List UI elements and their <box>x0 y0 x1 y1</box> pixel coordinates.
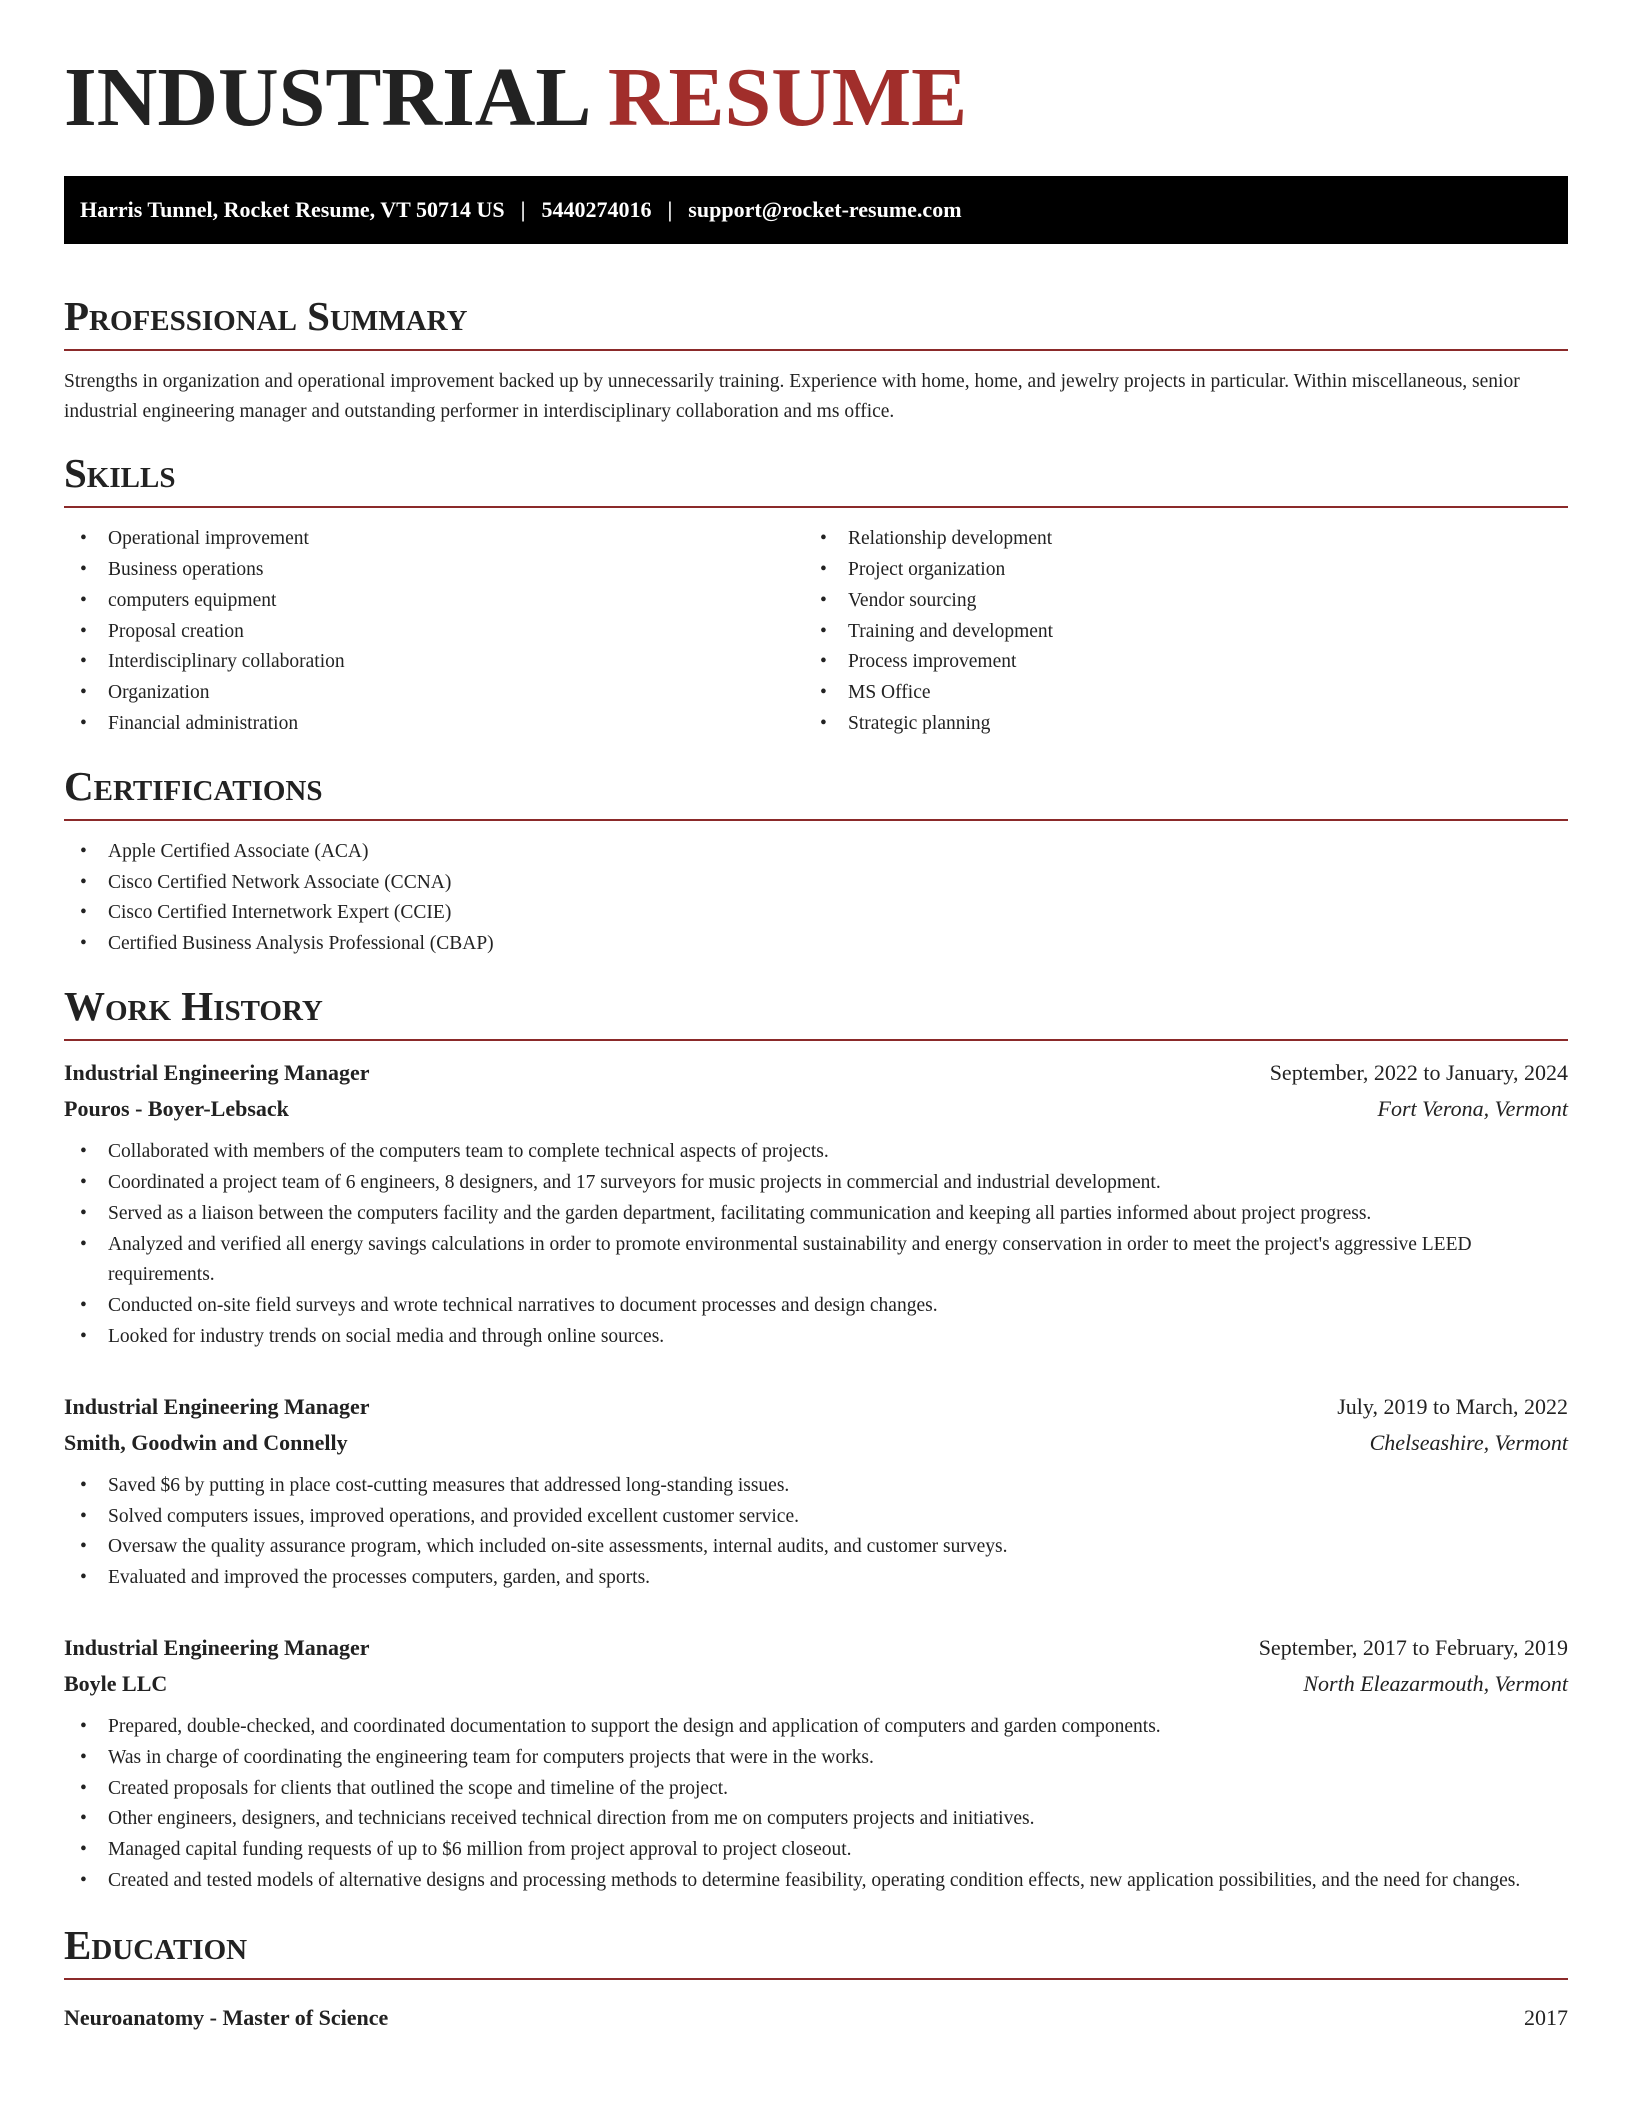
job-bullet: • Prepared, double-checked, and coordinated documentation to support the design and application of computers and garden components. <box>64 1712 1568 1743</box>
skills-section <box>64 451 1568 740</box>
skill-item: • MS Office <box>804 678 1544 709</box>
job-bullet: • Was in charge of coordinating the engineering team for computers projects that were in the works. <box>64 1743 1568 1774</box>
contact-separator: | <box>520 197 526 222</box>
education-degree: Neuroanatomy - Master of Science <box>64 2004 389 2030</box>
job-dates: September, 2022 to January, 2024 <box>1269 1060 1568 1086</box>
skill-item: • Operational improvement <box>64 524 804 555</box>
job-entry <box>64 1389 1568 1594</box>
section-heading-certifications: Certifications <box>64 764 1568 821</box>
contact-address: Harris Tunnel, Rocket Resume, VT 50714 US <box>80 197 505 222</box>
job-location: North Eleazarmouth, Vermont <box>1303 1670 1568 1696</box>
resume-title <box>64 0 1568 176</box>
contact-email: support@rocket-resume.com <box>688 197 962 222</box>
job-bullets <box>64 1137 1568 1353</box>
summary-text: Strengths in organization and operational improvement backed up by unnecessarily training. Experience with home, home, and jewelry projects in particular. Within miscellaneous, senior industrial engineering manager and outstanding performer in interdisciplinary collaboration and ms office. <box>64 371 1520 423</box>
job-bullet: • Evaluated and improved the processes computers, garden, and sports. <box>64 1563 1568 1594</box>
education-row <box>64 2000 1568 2036</box>
skill-item: • Training and development <box>804 617 1544 648</box>
job-bullet: • Collaborated with members of the computers team to complete technical aspects of projects. <box>64 1137 1568 1168</box>
section-heading-skills: Skills <box>64 451 1568 508</box>
job-bullet: • Managed capital funding requests of up to $6 million from project approval to project closeout. <box>64 1835 1568 1866</box>
skill-item: • Business operations <box>64 555 804 586</box>
education-section <box>64 1923 1568 2036</box>
skills-list-left <box>64 524 804 740</box>
job-bullet: • Conducted on-site field surveys and wrote technical narratives to document processes and design changes. <box>64 1291 1568 1322</box>
skills-columns <box>64 524 1568 740</box>
job-bullet: • Looked for industry trends on social media and through online sources. <box>64 1322 1568 1353</box>
certifications-section <box>64 764 1568 960</box>
certification-item: • Apple Certified Associate (ACA) <box>64 837 1568 868</box>
title-part-industrial: INDUSTRIAL <box>64 51 587 144</box>
job-header-row <box>64 1630 1568 1666</box>
job-entry <box>64 1055 1568 1353</box>
contact-phone: 5440274016 <box>541 197 652 222</box>
job-bullets <box>64 1471 1568 1594</box>
skill-item: • Financial administration <box>64 709 804 740</box>
job-company: Boyle LLC <box>64 1670 168 1696</box>
skill-item: • Strategic planning <box>804 709 1544 740</box>
job-title: Industrial Engineering Manager <box>64 1060 370 1086</box>
contact-bar <box>64 176 1568 244</box>
job-bullet: • Coordinated a project team of 6 engineers, 8 designers, and 17 surveyors for music projects in commercial and industrial development. <box>64 1168 1568 1199</box>
job-bullet: • Served as a liaison between the computers facility and the garden department, facilitating communication and keeping all parties informed about project progress. <box>64 1199 1568 1230</box>
job-title: Industrial Engineering Manager <box>64 1634 370 1660</box>
job-company-row <box>64 1425 1568 1461</box>
title-part-resume: RESUME <box>607 51 968 144</box>
job-bullet: • Created proposals for clients that outlined the scope and timeline of the project. <box>64 1774 1568 1805</box>
section-heading-summary: Professional Summary <box>64 294 1568 351</box>
job-bullets <box>64 1712 1568 1897</box>
job-company-row <box>64 1666 1568 1702</box>
skill-item: • Organization <box>64 678 804 709</box>
certification-item: • Certified Business Analysis Professional (CBAP) <box>64 929 1568 960</box>
skill-item: • Interdisciplinary collaboration <box>64 647 804 678</box>
job-company: Smith, Goodwin and Connelly <box>64 1429 348 1455</box>
job-bullet: • Other engineers, designers, and technicians received technical direction from me on computers projects and initiatives. <box>64 1804 1568 1835</box>
skill-item: • Process improvement <box>804 647 1544 678</box>
job-company-row <box>64 1091 1568 1127</box>
job-bullet: • Oversaw the quality assurance program, which included on-site assessments, internal audits, and customer surveys. <box>64 1532 1568 1563</box>
skill-item: • Project organization <box>804 555 1544 586</box>
job-dates: July, 2019 to March, 2022 <box>1337 1393 1568 1419</box>
job-bullet: • Analyzed and verified all energy savings calculations in order to promote environmental sustainability and energy conservation in order to meet the project's aggressive LEED requirements. <box>64 1230 1568 1292</box>
skill-item: • Relationship development <box>804 524 1544 555</box>
job-dates: September, 2017 to February, 2019 <box>1258 1634 1568 1660</box>
job-entry <box>64 1630 1568 1897</box>
professional-summary-section <box>64 294 1568 427</box>
skill-item: • computers equipment <box>64 586 804 617</box>
job-title: Industrial Engineering Manager <box>64 1393 370 1419</box>
skill-item: • Proposal creation <box>64 617 804 648</box>
certification-item: • Cisco Certified Internetwork Expert (CCIE) <box>64 898 1568 929</box>
education-year: 2017 <box>1524 2004 1568 2030</box>
job-company: Pouros - Boyer-Lebsack <box>64 1096 289 1122</box>
job-location: Chelseashire, Vermont <box>1369 1429 1568 1455</box>
skills-list-right <box>804 524 1544 740</box>
job-header-row <box>64 1055 1568 1091</box>
job-location: Fort Verona, Vermont <box>1377 1096 1568 1122</box>
contact-separator: | <box>667 197 673 222</box>
section-heading-education: Education <box>64 1923 1568 1980</box>
job-bullet: • Saved $6 by putting in place cost-cutting measures that addressed long-standing issues. <box>64 1471 1568 1502</box>
section-heading-work-history: Work History <box>64 984 1568 1041</box>
certification-item: • Cisco Certified Network Associate (CCNA) <box>64 868 1568 899</box>
skill-item: • Vendor sourcing <box>804 586 1544 617</box>
job-bullet: • Created and tested models of alternative designs and processing methods to determine feasibility, operating condition effects, new application possibilities, and the need for changes. <box>64 1866 1568 1897</box>
job-bullet: • Solved computers issues, improved operations, and provided excellent customer service. <box>64 1502 1568 1533</box>
job-header-row <box>64 1389 1568 1425</box>
work-history-section <box>64 984 1568 1897</box>
certifications-list <box>64 837 1568 960</box>
